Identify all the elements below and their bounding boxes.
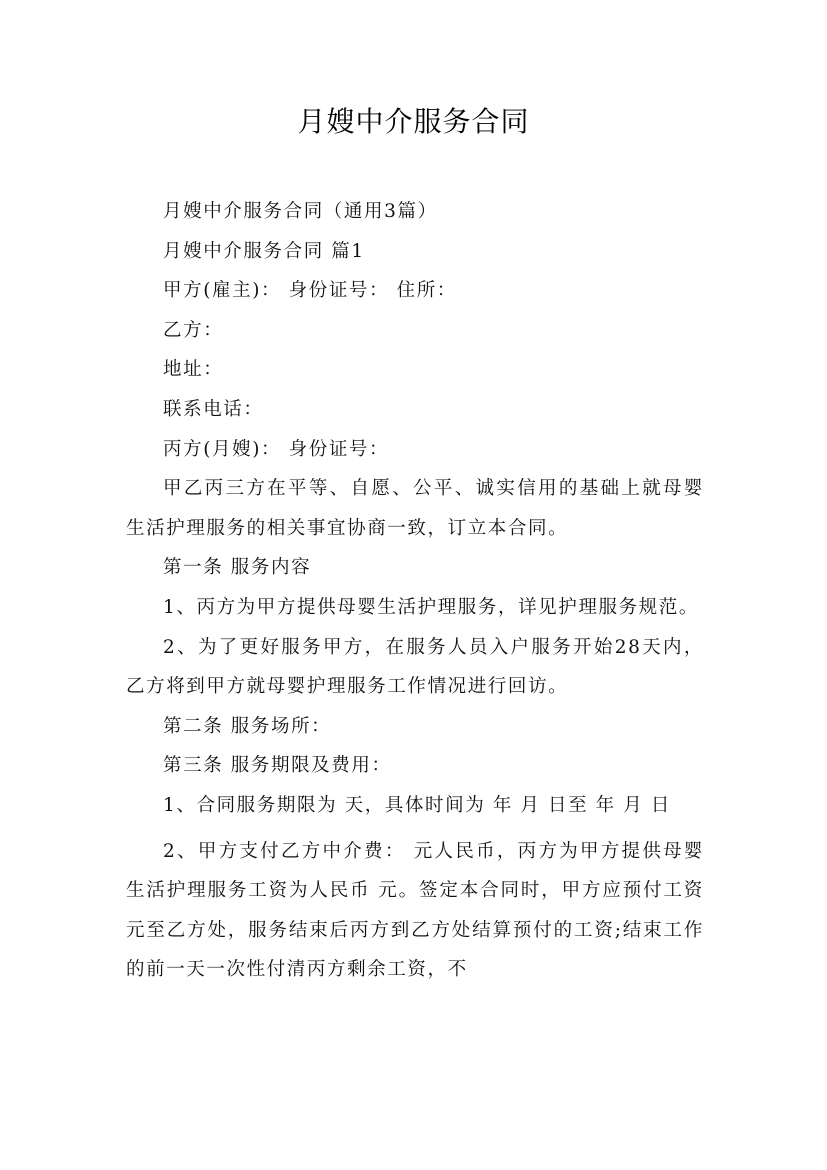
paragraph-clause-1-item-1: 1、丙方为甲方提供母婴生活护理服务，详见护理服务规范。 xyxy=(163,596,699,618)
document-body xyxy=(126,192,704,990)
paragraph-clause-3-heading: 第三条 服务期限及费用： xyxy=(163,755,392,777)
paragraph-address: 地址： xyxy=(163,359,224,381)
paragraph-phone: 联系电话： xyxy=(163,398,264,420)
document-title: 月嫂中介服务合同 xyxy=(297,105,530,138)
paragraph-clause-1-item-2: 2、为了更好服务甲方，在服务人员入户服务开始28天内，乙方将到甲方就母婴护理服务工作情况进行回访。 xyxy=(126,636,704,698)
paragraph-clause-3-item-1: 1、合同服务期限为 天，具体时间为 年 月 日至 年 月 日 xyxy=(163,794,671,816)
paragraph-party-b: 乙方： xyxy=(163,319,224,341)
paragraph-subtitle: 月嫂中介服务合同（通用3篇） xyxy=(163,201,438,222)
paragraph-clause-1-heading: 第一条 服务内容 xyxy=(163,557,312,579)
paragraph-article-heading: 月嫂中介服务合同 篇1 xyxy=(163,240,365,262)
paragraph-party-c: 丙方(月嫂)： 身份证号： xyxy=(163,438,390,460)
paragraph-clause-3-item-2: 2、甲方支付乙方中介费： 元人民币，丙方为甲方提供母婴生活护理服务工资为人民币 元。签定本合同时，甲方应预付工资 元至乙方处，服务结束后丙方到乙方处结算预付的工资;结束工作的前一天一次性付清丙方剩余工资，不 xyxy=(126,840,704,981)
paragraph-party-a: 甲方(雇主)： 身份证号： 住所： xyxy=(163,280,457,302)
paragraph-clause-2-heading: 第二条 服务场所： xyxy=(163,715,332,737)
paragraph-preamble: 甲乙丙三方在平等、自愿、公平、诚实信用的基础上就母婴生活护理服务的相关事宜协商一致，订立本合同。 xyxy=(126,478,704,539)
